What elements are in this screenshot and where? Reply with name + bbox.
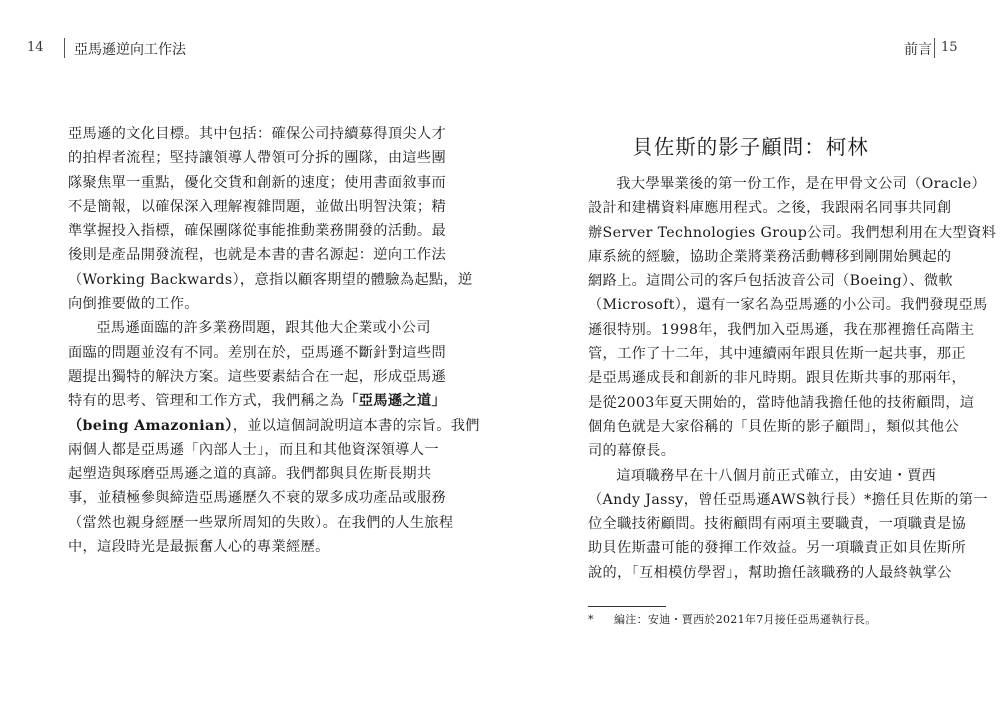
header-divider xyxy=(934,38,935,58)
text-line: （Microsoft），還有一家名為亞馬遜的小公司。我們發現亞馬 xyxy=(588,297,988,314)
text-line: 我大學畢業後的第一份工作，是在甲骨文公司（Oracle） xyxy=(616,176,987,192)
text-line: （Andy Jassy，曾任亞馬遜AWS執行長）*擔任貝佐斯的第一 xyxy=(588,491,988,508)
text-line: （當然也親身經歷一些眾所周知的失敗）。在我們的人生旅程 xyxy=(68,514,454,531)
text-line: 亞馬遜面臨的許多業務問題，跟其他大企業或小公司 xyxy=(96,320,431,337)
page-number: 15 xyxy=(941,40,958,55)
text-line: （Working Backwards），意指以顧客期望的體驗為起點，逆 xyxy=(68,271,473,288)
text-line: 助貝佐斯盡可能的發揮工作效益。另一項職責正如貝佐斯所 xyxy=(588,540,966,557)
text-span: 特有的思考、管理和工作方式，我們稱之為 xyxy=(68,393,345,410)
running-title: 前言 xyxy=(904,42,932,58)
text-line: 庫系統的經驗，協助企業將業務活動轉移到剛開始興起的 xyxy=(588,248,952,265)
text-line: 網路上。這間公司的客戶包括波音公司（Boeing）、微軟 xyxy=(588,273,953,290)
text-line: 中，這段時光是最振奮人心的專業經歷。 xyxy=(68,539,330,556)
text-span: ，並以這個詞說明這本書的宗旨。我們 xyxy=(232,417,480,434)
text-line: 的拍桿者流程；堅持讓領導人帶領可分拆的團隊，由這些團 xyxy=(68,150,446,167)
footnote-mark: * xyxy=(588,613,594,626)
text-line: 位全職技術顧問。技術顧問有兩項主要職責，一項職責是協 xyxy=(588,516,966,533)
footnote xyxy=(588,611,877,627)
text-line xyxy=(68,389,480,413)
body-text xyxy=(588,172,996,585)
text-line: 兩個人都是亞馬遜「內部人士」，而且和其他資深領導人一 xyxy=(68,441,439,458)
footnote-rule xyxy=(588,606,666,607)
text-line: 個角色就是大家俗稱的「貝佐斯的影子顧問」，類似其他公 xyxy=(588,418,959,435)
text-line: 題提出獨特的解決方案。這些要素結合在一起，形成亞馬遜 xyxy=(68,368,446,385)
body-text xyxy=(68,122,480,559)
text-line: 準掌握投入指標，確保團隊從事能推動業務開發的活動。最 xyxy=(68,223,446,240)
text-line: 不是簡報，以確保深入理解複雜問題，並做出明智決策；精 xyxy=(68,198,446,215)
text-line: 管，工作了十二年，其中連續兩年跟貝佐斯一起共事，那正 xyxy=(588,346,966,363)
section-heading: 貝佐斯的影子顧問：柯林 xyxy=(632,135,869,159)
text-line: 隊聚焦單一重點，優化交貨和創新的速度；使用書面敘事而 xyxy=(68,174,446,191)
text-line: 設計和建構資料庫應用程式。之後，我跟兩名同事共同創 xyxy=(588,200,952,217)
text-line: 是從2003年夏天開始的，當時他請我擔任他的技術顧問，這 xyxy=(588,394,975,411)
page-number: 14 xyxy=(27,40,44,55)
bold-term: 「亞馬遜之道」 xyxy=(344,393,446,410)
bold-term: （being Amazonian） xyxy=(68,417,233,434)
text-line: 亞馬遜的文化目標。其中包括：確保公司持續募得頂尖人才 xyxy=(68,126,446,142)
text-line: 司的幕僚長。 xyxy=(588,443,676,460)
footnote-text: 編注：安迪・賈西於2021年7月接任亞馬遜執行長。 xyxy=(614,613,877,626)
text-line: 面臨的問題並沒有不同。差別在於，亞馬遜不斷針對這些問 xyxy=(68,344,446,361)
text-line: 後則是產品開發流程，也就是本書的書名源起：逆向工作法 xyxy=(68,247,446,264)
running-title: 亞馬遜逆向工作法 xyxy=(74,42,186,58)
header-divider xyxy=(64,38,65,58)
text-line: 起塑造與琢磨亞馬遜之道的真諦。我們都與貝佐斯長期共 xyxy=(68,466,432,483)
text-line: 說的，「互相模仿學習」，幫助擔任該職務的人最終執掌公 xyxy=(588,564,952,581)
text-line: 遜很特別。1998年，我們加入亞馬遜，我在那裡擔任高階主 xyxy=(588,321,975,338)
text-line: 辦Server Technologies Group公司。我們想利用在大型資料 xyxy=(588,224,997,241)
text-line xyxy=(68,414,480,438)
right-page xyxy=(500,0,1000,709)
text-line: 是亞馬遜成長和創新的非凡時期。跟貝佐斯共事的那兩年， xyxy=(588,370,966,387)
text-line: 事，並積極參與締造亞馬遜歷久不衰的眾多成功產品或服務 xyxy=(68,490,446,507)
text-line: 這項職務早在十八個月前正式確立，由安迪・賈西 xyxy=(616,467,937,484)
text-line: 向倒推要做的工作。 xyxy=(68,296,199,313)
